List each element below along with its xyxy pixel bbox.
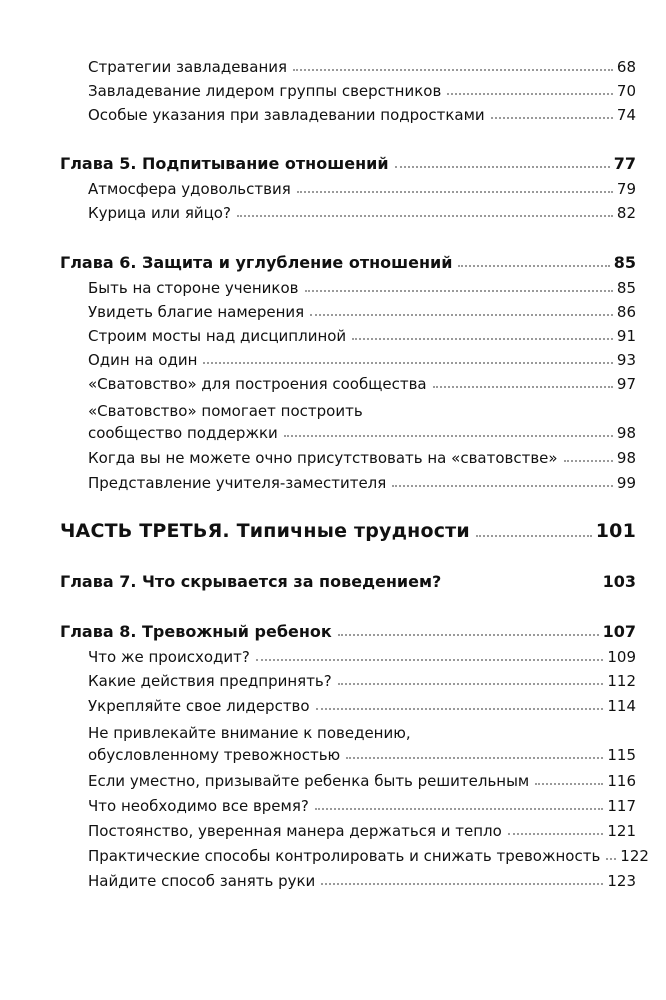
toc-entry-page: 116 [607, 772, 636, 790]
dot-leader [284, 435, 613, 437]
dot-leader [305, 290, 613, 292]
toc-entry-title: Когда вы не можете очно присутствовать на «сватовстве» [88, 449, 558, 467]
toc-entry-title: Атмосфера удовольствия [88, 180, 291, 198]
toc-entry-title: Какие действия предпринять? [88, 672, 332, 690]
toc-entry-title: Укрепляйте свое лидерство [88, 697, 310, 715]
dot-leader [395, 166, 610, 168]
dot-leader [606, 858, 616, 860]
dot-leader [297, 191, 613, 193]
dot-leader [293, 69, 613, 71]
toc-entry-page: 121 [607, 822, 636, 840]
toc-entry[interactable] [88, 204, 636, 222]
dot-leader [476, 535, 592, 537]
toc-entry[interactable] [88, 82, 636, 100]
toc-entry-page: 82 [616, 204, 636, 222]
dot-leader [392, 485, 613, 487]
toc-entry-title: Постоянство, уверенная манера держаться и тепло [88, 822, 502, 840]
toc-chapter-page: 107 [602, 622, 636, 641]
toc-entry-page: 97 [616, 375, 636, 393]
toc-chapter-title: Глава 8. Тревожный ребенок [60, 622, 332, 641]
toc-entry-title: «Сватовство» для построения сообщества [88, 375, 427, 393]
toc-entry[interactable] [88, 180, 636, 198]
toc-chapter-page: 85 [613, 253, 636, 272]
dot-leader [447, 93, 613, 95]
toc-entry-page: 109 [607, 648, 636, 666]
dot-leader [338, 683, 604, 685]
toc-entry-title: Если уместно, призывайте ребенка быть решительным [88, 772, 530, 790]
toc-chapter[interactable] [60, 622, 636, 641]
toc-entry-page: 123 [607, 872, 636, 890]
toc-entry-title: Стратегии завладевания [88, 58, 288, 76]
toc-entry[interactable] [88, 697, 636, 715]
toc-entry-title: Быть на стороне учеников [88, 279, 299, 297]
toc-entry-title-line2: обусловленному тревожностью [88, 746, 341, 764]
toc-entry[interactable] [88, 746, 636, 764]
dot-leader [535, 783, 603, 785]
toc-part-title: ЧАСТЬ ТРЕТЬЯ. Типичные трудности [60, 520, 470, 542]
dot-leader [508, 833, 604, 835]
toc-entry-title: Что необходимо все время? [88, 797, 309, 815]
toc-entry-page: 114 [607, 697, 636, 715]
toc-entry[interactable] [88, 872, 636, 890]
dot-leader [338, 634, 599, 636]
dot-leader [321, 883, 603, 885]
toc-entry-title: Практические способы контролировать и снижать тревожность [88, 847, 601, 865]
toc-entry[interactable] [88, 424, 636, 442]
dot-leader [346, 757, 603, 759]
dot-leader [315, 808, 604, 810]
toc-chapter-page: 77 [613, 154, 636, 173]
toc-entry-title-line1[interactable]: «Сватовство» помогает построить [88, 402, 363, 420]
toc-entry-page: 93 [616, 351, 636, 369]
dot-leader [433, 386, 613, 388]
toc-entry[interactable] [88, 375, 636, 393]
dot-leader [310, 314, 613, 316]
dot-leader [352, 338, 613, 340]
toc-entry-title: Представление учителя-заместителя [88, 474, 387, 492]
toc-entry[interactable] [88, 279, 636, 297]
toc-entry[interactable] [88, 648, 636, 666]
toc-entry-page: 98 [616, 424, 636, 442]
dot-leader [237, 215, 613, 217]
toc-part-page: 101 [595, 520, 636, 542]
toc-entry[interactable] [88, 772, 636, 790]
toc-entry-title: Особые указания при завладевании подростками [88, 106, 485, 124]
toc-entry-title: Что же происходит? [88, 648, 250, 666]
toc-chapter[interactable] [60, 572, 636, 591]
toc-entry[interactable] [88, 847, 649, 865]
toc-entry-page: 70 [616, 82, 636, 100]
toc-entry[interactable] [88, 58, 636, 76]
toc-entry[interactable] [88, 351, 636, 369]
toc-entry-page: 86 [616, 303, 636, 321]
toc-entry-page: 98 [616, 449, 636, 467]
toc-entry-page: 112 [607, 672, 636, 690]
toc-entry-page: 85 [616, 279, 636, 297]
toc-entry-page: 99 [616, 474, 636, 492]
toc-chapter[interactable] [60, 253, 636, 272]
toc-chapter-title: Глава 6. Защита и углубление отношений [60, 253, 453, 272]
toc-entry[interactable] [88, 797, 636, 815]
toc-entry-title: Найдите способ занять руки [88, 872, 316, 890]
toc-chapter-page: 103 [602, 572, 636, 591]
dot-leader [256, 659, 604, 661]
dot-leader [203, 362, 613, 364]
toc-entry-title-line1[interactable]: Не привлекайте внимание к поведению, [88, 724, 411, 742]
toc-entry-page: 79 [616, 180, 636, 198]
toc-entry-title-line2: сообщество поддержки [88, 424, 278, 442]
dot-leader [564, 460, 613, 462]
toc-entry[interactable] [88, 106, 636, 124]
toc-part[interactable] [60, 520, 636, 542]
dot-leader [447, 584, 598, 586]
toc-entry-page: 68 [616, 58, 636, 76]
dot-leader [316, 708, 604, 710]
toc-entry[interactable] [88, 327, 636, 345]
dot-leader [458, 265, 609, 267]
toc-chapter-title: Глава 7. Что скрывается за поведением? [60, 572, 442, 591]
toc-entry[interactable] [88, 822, 636, 840]
toc-entry[interactable] [88, 672, 636, 690]
toc-entry-page: 74 [616, 106, 636, 124]
toc-entry-page: 122 [620, 847, 649, 865]
toc-entry[interactable] [88, 449, 636, 467]
toc-entry-title: Увидеть благие намерения [88, 303, 305, 321]
toc-entry-page: 91 [616, 327, 636, 345]
dot-leader [491, 117, 613, 119]
toc-entry[interactable] [88, 474, 636, 492]
toc-entry-title: Завладевание лидером группы сверстников [88, 82, 442, 100]
toc-entry-title: Курица или яйцо? [88, 204, 231, 222]
toc-entry[interactable] [88, 303, 636, 321]
toc-chapter-title: Глава 5. Подпитывание отношений [60, 154, 389, 173]
toc-entry-page: 115 [607, 746, 636, 764]
toc-entry-title: Строим мосты над дисциплиной [88, 327, 347, 345]
toc-entry-title: Один на один [88, 351, 198, 369]
toc-chapter[interactable] [60, 154, 636, 173]
toc-entry-page: 117 [607, 797, 636, 815]
